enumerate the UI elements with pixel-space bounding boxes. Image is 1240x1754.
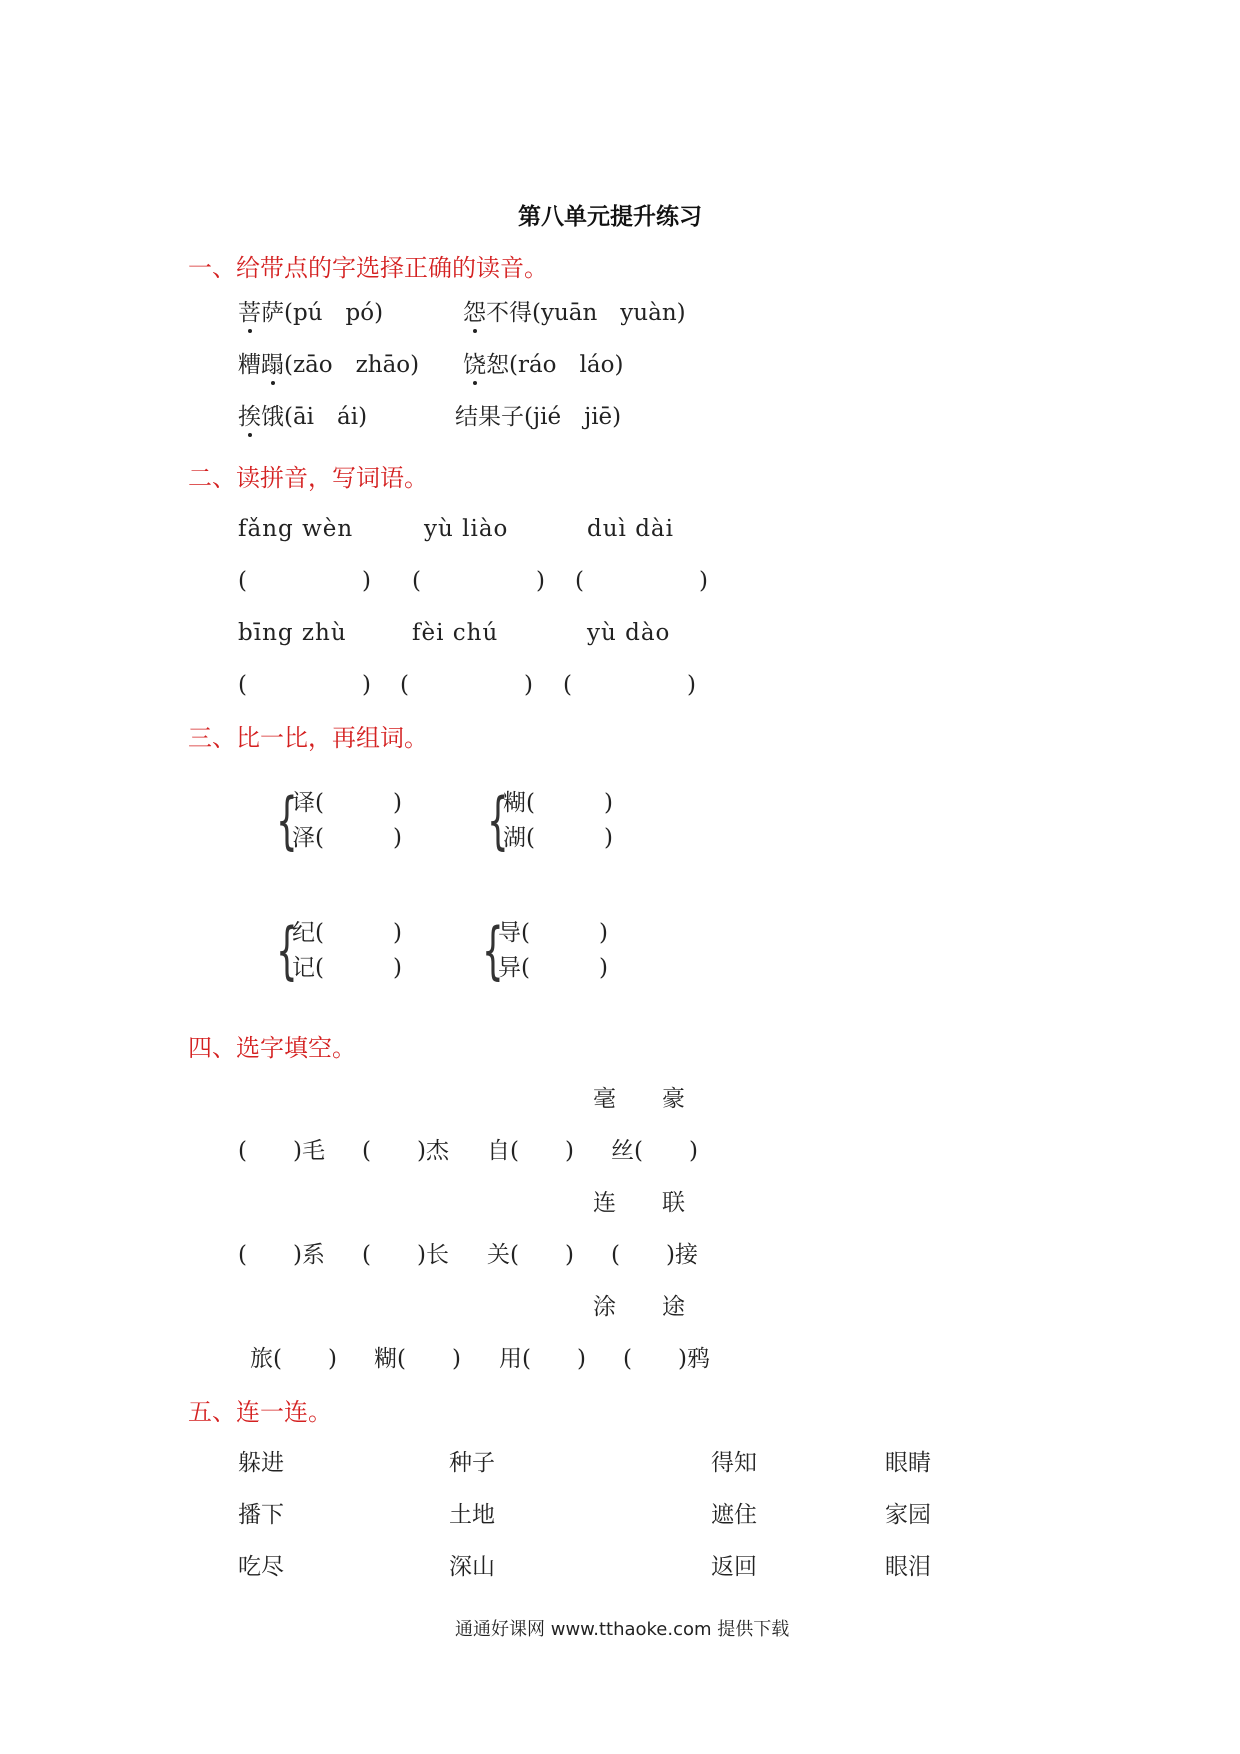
section-3-heading: 三、比一比，再组词。 xyxy=(188,724,428,752)
brace-icon: { xyxy=(487,784,509,857)
pinyin-4: bīng zhù xyxy=(238,620,347,646)
match-word[interactable]: 遮住 xyxy=(711,1502,757,1528)
match-word[interactable]: 眼泪 xyxy=(885,1554,931,1580)
pronunciation-item-5: 挨饿(āi ái) xyxy=(238,404,368,430)
brace-icon: { xyxy=(276,784,298,857)
choice-chars: 涂 途 xyxy=(593,1294,685,1320)
pronunciation-item-6: 结果子(jié jiē) xyxy=(455,404,622,430)
pinyin-2: yù liào xyxy=(424,516,509,542)
compare-word[interactable]: 湖( ) xyxy=(503,825,613,851)
fill-item[interactable]: 自( ) xyxy=(487,1138,574,1164)
fill-item[interactable]: ( )毛 xyxy=(238,1138,325,1164)
section-1-heading: 一、给带点的字选择正确的读音。 xyxy=(188,254,548,282)
compare-word[interactable]: 译( ) xyxy=(292,790,402,816)
fill-item[interactable]: 旅( ) xyxy=(250,1346,337,1372)
section-4-heading: 四、选字填空。 xyxy=(188,1034,356,1062)
compare-word[interactable]: 纪( ) xyxy=(292,920,402,946)
compare-word[interactable]: 异( ) xyxy=(498,955,608,981)
match-word[interactable]: 躲进 xyxy=(238,1450,284,1476)
match-word[interactable]: 眼睛 xyxy=(885,1450,931,1476)
pinyin-5: fèi chú xyxy=(412,620,499,646)
fill-item[interactable]: 丝( ) xyxy=(611,1138,698,1164)
match-word[interactable]: 得知 xyxy=(711,1450,757,1476)
fill-item[interactable]: ( )长 xyxy=(362,1242,449,1268)
pronunciation-item-1: 菩萨(pú pó) xyxy=(238,300,384,326)
dotted-char: 菩 xyxy=(238,300,261,326)
answer-blank[interactable]: ( ) xyxy=(575,568,708,594)
dotted-char: 怨 xyxy=(463,300,486,326)
match-word[interactable]: 播下 xyxy=(238,1502,284,1528)
answer-blank[interactable]: ( ) xyxy=(400,672,533,698)
section-5-heading: 五、连一连。 xyxy=(188,1398,332,1426)
fill-item[interactable]: ( )系 xyxy=(238,1242,325,1268)
pinyin-3: duì dài xyxy=(587,516,674,542)
brace-icon: { xyxy=(276,914,298,987)
fill-item[interactable]: ( )鸦 xyxy=(623,1346,710,1372)
pinyin-6: yù dào xyxy=(587,620,671,646)
compare-word[interactable]: 导( ) xyxy=(498,920,608,946)
answer-blank[interactable]: ( ) xyxy=(238,568,371,594)
pronunciation-item-2: 怨不得(yuān yuàn) xyxy=(463,300,686,326)
dotted-char: 饶 xyxy=(463,352,486,378)
answer-blank[interactable]: ( ) xyxy=(238,672,371,698)
match-word[interactable]: 吃尽 xyxy=(238,1554,284,1580)
compare-word[interactable]: 记( ) xyxy=(292,955,402,981)
match-word[interactable]: 返回 xyxy=(711,1554,757,1580)
answer-blank[interactable]: ( ) xyxy=(563,672,696,698)
brace-icon: { xyxy=(482,914,504,987)
dotted-char: 挨 xyxy=(238,404,261,430)
fill-item[interactable]: 关( ) xyxy=(487,1242,574,1268)
match-word[interactable]: 种子 xyxy=(449,1450,495,1476)
match-word[interactable]: 深山 xyxy=(449,1554,495,1580)
fill-item[interactable]: ( )接 xyxy=(611,1242,698,1268)
answer-blank[interactable]: ( ) xyxy=(412,568,545,594)
fill-item[interactable]: 糊( ) xyxy=(374,1346,461,1372)
choice-chars: 毫 豪 xyxy=(593,1086,685,1112)
match-word[interactable]: 家园 xyxy=(885,1502,931,1528)
fill-item[interactable]: 用( ) xyxy=(499,1346,586,1372)
footer-credit: 通通好课网 www.tthaoke.com 提供下载 xyxy=(455,1619,790,1640)
match-word[interactable]: 土地 xyxy=(449,1502,495,1528)
choice-chars: 连 联 xyxy=(593,1190,685,1216)
pronunciation-item-3: 糟蹋(zāo zhāo) xyxy=(238,352,420,378)
section-2-heading: 二、读拼音，写词语。 xyxy=(188,464,428,492)
dotted-char: 蹋 xyxy=(261,352,284,378)
pronunciation-item-4: 饶恕(ráo láo) xyxy=(463,352,624,378)
fill-item[interactable]: ( )杰 xyxy=(362,1138,449,1164)
pinyin-1: fǎng wèn xyxy=(238,516,354,542)
compare-word[interactable]: 糊( ) xyxy=(503,790,613,816)
page-title: 第八单元提升练习 xyxy=(518,204,702,230)
compare-word[interactable]: 泽( ) xyxy=(292,825,402,851)
